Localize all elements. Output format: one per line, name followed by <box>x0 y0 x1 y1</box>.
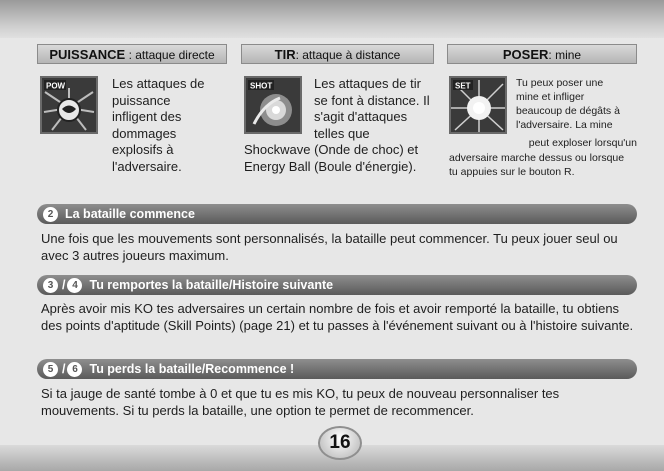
tir-description-bottom <box>244 142 434 175</box>
poser-description-tail <box>449 151 637 179</box>
poser-line: l'adversaire. La mine <box>516 119 613 131</box>
poser-line: Tu peux poser une <box>516 77 604 89</box>
section-title: Tu perds la bataille/Recommence ! <box>89 362 295 376</box>
tir-line: Les attaques de tir <box>314 76 421 91</box>
poser-line: tu appuies sur le bouton R. <box>449 166 575 178</box>
puissance-line: infligent des <box>112 109 182 124</box>
tir-title-bold: TIR <box>274 47 296 62</box>
section-header-battle-won: 3 / 4 Tu remportes la bataille/Histoire suivante <box>37 275 637 295</box>
tir-line: se font à distance. Il <box>314 92 430 108</box>
puissance-line: dommages <box>112 125 177 141</box>
step-number-badge: 4 <box>67 278 82 293</box>
set-icon-label: SET <box>455 81 471 91</box>
puissance-title-rest: : attaque directe <box>125 48 215 62</box>
poser-description-bottom <box>449 136 637 150</box>
section-body-battle-start: Une fois que les mouvements sont personnalisés, la bataille peut commencer. Tu peux jouer seul ou avec 3 autres joueurs maximum. <box>41 231 618 263</box>
tir-description-top <box>314 76 434 142</box>
shot-icon-label: SHOT <box>250 81 273 91</box>
poser-title-bold: POSER <box>502 47 549 62</box>
page-number: 16 <box>318 426 362 460</box>
puissance-line: Les attaques de <box>112 76 205 91</box>
puissance-description <box>112 76 230 175</box>
section-header-battle-lost: 5 / 6 Tu perds la bataille/Recommence ! <box>37 359 637 379</box>
puissance-header <box>37 44 227 64</box>
puissance-title-bold: PUISSANCE <box>49 47 126 62</box>
puissance-line: l'adversaire. <box>112 158 182 174</box>
tir-header <box>241 44 434 64</box>
tir-line: Shockwave (Onde de choc) et <box>244 142 419 157</box>
step-number-badge: 6 <box>67 362 82 377</box>
poser-header <box>447 44 637 64</box>
tir-title-rest: : attaque à distance <box>295 48 401 62</box>
poser-line: adversaire marche dessus ou lorsque <box>449 152 625 164</box>
poser-title-rest: : mine <box>548 48 582 62</box>
tir-line: telles que <box>314 125 370 141</box>
section-title: La bataille commence <box>65 207 195 221</box>
step-number-badge: 5 <box>43 362 58 377</box>
shot-attack-icon <box>244 76 302 134</box>
section-body-battle-lost: Si ta jauge de santé tombe à 0 et que tu es mis KO, tu peux de nouveau personnaliser tes mouvements. Si tu perds la bataille, une option te permet de recommencer. <box>41 386 560 418</box>
pow-attack-icon <box>40 76 98 134</box>
puissance-line: explosifs à <box>112 142 174 157</box>
poser-line: beaucoup de dégâts à <box>516 105 620 117</box>
poser-line: mine et infliger <box>516 91 585 103</box>
step-number-badge: 2 <box>43 207 58 222</box>
top-decorative-band <box>0 0 664 38</box>
step-number-badge: 3 <box>43 278 58 293</box>
section-header-battle-start <box>37 204 637 224</box>
puissance-line: puissance <box>112 92 171 108</box>
set-mine-icon <box>449 76 507 134</box>
tir-line: Energy Ball (Boule d'énergie). <box>244 158 417 174</box>
section-body-battle-won: Après avoir mis KO tes adversaires un certain nombre de fois et avoir remporté la bataille, tu obtiens des points d'aptitude (Skill Points) (page 21) et tu passes à l'événement suivant ou à l'histoire suivante. <box>41 301 634 333</box>
poser-description-top <box>516 76 636 132</box>
pow-icon-label: POW <box>46 81 66 91</box>
tir-line: s'agit d'attaques <box>314 109 408 124</box>
poser-line: peut exploser lorsqu'un <box>528 137 637 149</box>
section-title: Tu remportes la bataille/Histoire suivante <box>89 278 334 292</box>
